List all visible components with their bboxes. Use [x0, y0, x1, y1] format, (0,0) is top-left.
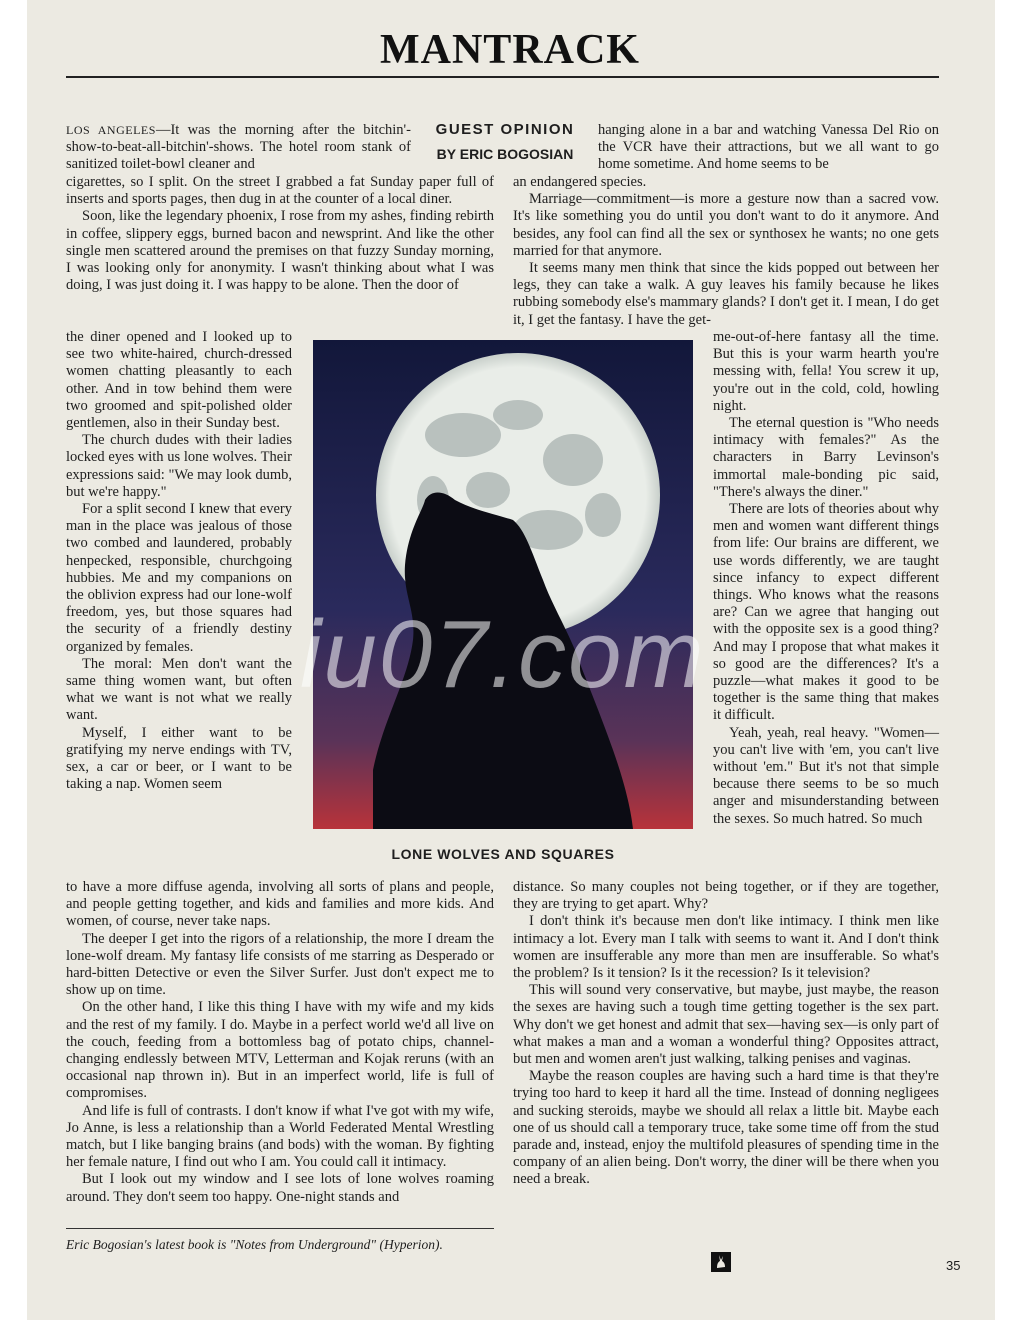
paragraph: Maybe the reason couples are having such a hard time is that they're trying too hard to keep it hard all the time. Instead of donning negligees and sucking steroids, maybe we should all relax a little bit. Maybe each one of us should call a temporary truce, take some time off from the stud parade and, instead, enjoy the multifold pleasures of spending time in the company of an alien being. Don't worry, the diner will be there when you need a break. — [513, 1068, 939, 1188]
left-bottom-column — [66, 879, 494, 1206]
left-top-column — [66, 174, 494, 294]
paragraph: hanging alone in a bar and watching Vanessa Del Rio on the VCR have their attractions, but we all want to go home sometime. And home seems to be — [598, 122, 939, 173]
photo-illustration — [313, 340, 693, 829]
paragraph: The moral: Men don't want the same thing women want, but often what we want is not what we really want. — [66, 655, 292, 724]
paragraph: And life is full of contrasts. I don't know if what I've got with my wife, Jo Anne, is less a relationship than a World Federated Mental Wrestling match, but I like banging brains (and bods) with the woman. By fighting her female nature, I find out who I am. You could call it intimacy. — [66, 1102, 494, 1171]
end-mark-icon — [711, 1252, 731, 1272]
paragraph: Soon, like the legendary phoenix, I rose from my ashes, finding rebirth in coffee, slippery eggs, burned bacon and newsprint. And like the other single men scattered around the premises on that fuzzy Sunday morning, I was looking only for anonymity. I wasn't thinking about what I was doing, I was just doing it. I was happy to be alone. Then the door of — [66, 208, 494, 294]
photo-caption: LONE WOLVES AND SQUARES — [391, 846, 615, 862]
page-title: MANTRACK — [380, 27, 640, 73]
paragraph: The church dudes with their ladies locked eyes with us lone wolves. Their expressions said: "We may look dumb, but we're happy." — [66, 432, 292, 500]
paragraph: to have a more diffuse agenda, involving all sorts of plans and people, and people getting together, and kids and families and more kids. And women, of course, never take naps. — [66, 879, 494, 930]
author-footnote: Eric Bogosian's latest book is "Notes from Underground" (Hyperion). — [66, 1237, 443, 1252]
paragraph: But I look out my window and I see lots of lone wolves roaming around. They don't seem too happy. One-night stands and — [66, 1171, 494, 1205]
opening-paragraph — [66, 122, 411, 174]
paragraph: distance. So many couples not being together, or if they are together, they are trying to get apart. Why? — [513, 879, 939, 913]
byline-author: BY ERIC BOGOSIAN — [436, 146, 574, 162]
dateline: LOS ANGELES — [66, 123, 156, 137]
opening-text: —It was the morning after the bitchin'-show-to-beat-all-bitchin'-shows. The hotel room stank of sanitized toilet-bowl cleaner and — [66, 122, 411, 173]
paragraph: me-out-of-here fantasy all the time. But this is your warm hearth you're messing with, fella! You screw it up, you're out in the cold, cold, howling night. — [713, 329, 939, 414]
rabbit-head-icon — [711, 1252, 731, 1272]
paragraph: Marriage—commitment—is more a gesture now than a sacred vow. It's like something you do until you don't want to do it anymore. And besides, any fool can find all the sex or synthosex he wants; no one gets married for that anymore. — [513, 191, 939, 259]
paragraph: the diner opened and I looked up to see two white-haired, church-dressed women chatting pleasantly to each other. And in tow behind them were two groomed and spit-polished older gentlemen, also in their Sunday best. — [66, 329, 292, 432]
paragraph: Myself, I either want to be gratifying my nerve endings with TV, sex, a car or beer, or I want to be taking a nap. Women seem — [66, 724, 292, 793]
paragraph: an endangered species. — [513, 174, 647, 190]
paragraph: The eternal question is "Who needs intimacy with females?" As the characters in Barry Levinson's immortal male-bonding pic said, "There's always the diner." — [713, 415, 939, 500]
right-bottom-column — [513, 879, 939, 1189]
right-narrow-column — [713, 329, 939, 828]
paragraph: The deeper I get into the rigors of a relationship, the more I dream the lone-wolf dream. My fantasy life consists of me starring as Desperado or hard-bitten Detective or even the Silver Surfer. Just don't expect me to show up on time. — [66, 930, 494, 999]
paragraph: This will sound very conservative, but maybe, just maybe, the reason the sexes are having such a tough time getting together is the sex part. Why don't we get honest and admit that sex—having sex—is only part of what makes a man and a woman a wonderful thing? Opposites attract, but men and women aren't just walking, talking penises and vaginas. — [513, 982, 939, 1068]
right-top-column — [513, 174, 939, 329]
paragraph: I don't think it's because men don't like intimacy. I think men like intimacy a lot. Every man I talk with seems to want it. And I don't think women are insufferable any more than men are insufferable. So what's the problem? Is it tension? Is it the recession? Is it television? — [513, 913, 939, 982]
moon-silhouette-photo — [313, 340, 693, 829]
byline — [425, 120, 585, 163]
paragraph: cigarettes, so I split. On the street I grabbed a fat Sunday paper full of inserts and sports pages, then dug in at the counter of a local diner. — [66, 174, 494, 208]
watermark-text: iu07.com — [300, 601, 706, 708]
footnote-rule — [66, 1228, 494, 1229]
paragraph: For a split second I knew that every man in the place was jealous of those two combed and laundered, probably henpecked, responsible, churchgoing hubbies. Me and my companions on the oblivion express had our lone-wolf freedom, yes, but those squares had the security of a friendly destiny organized by females. — [66, 501, 292, 655]
paragraph: It seems many men think that since the kids popped out between her legs, they can take a walk. A guy leaves his family because he likes rubbing somebody else's mammary glands? I don't get it. I mean, I do get it, I get the fantasy. I have the get- — [513, 260, 939, 328]
page-number: 35 — [946, 1258, 961, 1273]
title-rule — [66, 76, 939, 78]
paragraph: On the other hand, I like this thing I have with my wife and my kids and the rest of my family. I do. Maybe in a perfect world we'd all live on the couch, feeding from a bottomless bag of potato chips, channel-changing endlessly between MTV, Letterman and Kojak reruns (with an occasional nap thrown in). But in an imperfect world, life is full of compromises. — [66, 999, 494, 1102]
left-narrow-column — [66, 329, 292, 793]
right-first-column — [598, 122, 939, 174]
byline-kicker: GUEST OPINION — [435, 121, 575, 138]
paragraph: Yeah, yeah, real heavy. "Women—you can't live with 'em, you can't live without 'em." But it's not that simple because there seems to be so much anger and misunderstanding between the sexes. So much hatred. So much — [713, 724, 939, 827]
paragraph: There are lots of theories about why men and women want different things from life: Our brains are different, we use words differently, we are taught since infancy to expect different things. Who knows what the reasons are? Can we agree that hanging out with the opposite sex is a good thing? And may I propose that what makes it so good are the differences? It's a puzzle—what makes it good to be together is the same thing that makes it difficult. — [713, 501, 939, 724]
left-head-column — [66, 122, 411, 174]
